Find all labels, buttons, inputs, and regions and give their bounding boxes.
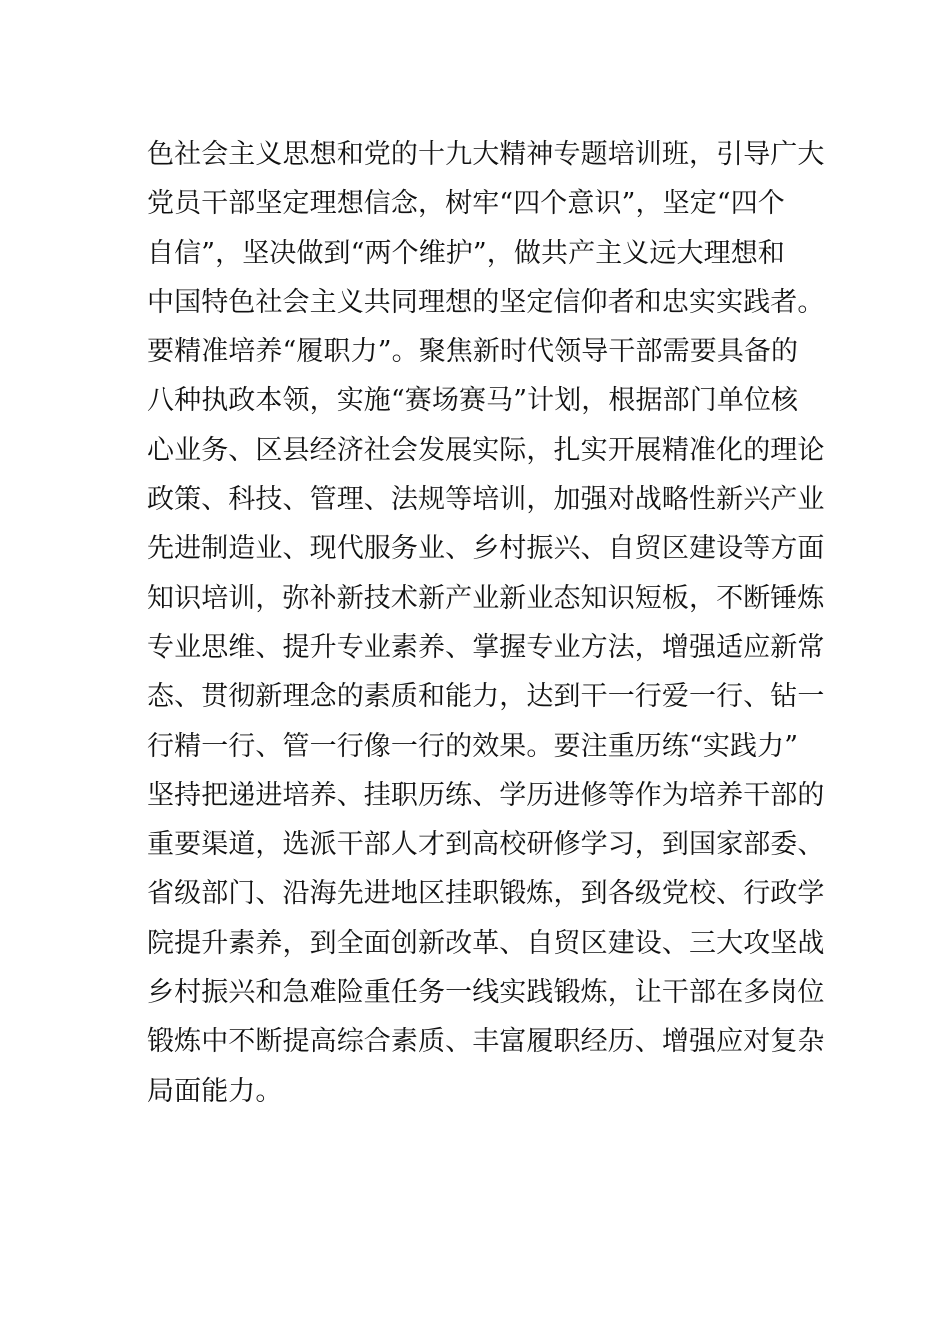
text-line: 八种执政本领，实施“赛场赛马”计划，根据部门单位核 (147, 385, 799, 417)
text-line: 知识培训，弥补新技术新产业新业态知识短板，不断锤炼 (147, 582, 825, 614)
text-line: 局面能力。 (147, 1075, 283, 1107)
text-line: 先进制造业、现代服务业、乡村振兴、自贸区建设等方面 (147, 533, 825, 565)
text-line: 重要渠道，选派干部人才到高校研修学习，到国家部委、 (147, 829, 825, 861)
text-line: 行精一行、管一行像一行的效果。要注重历练“实践力” (147, 730, 799, 762)
text-line: 坚持把递进培养、挂职历练、学历进修等作为培养干部的 (147, 779, 825, 811)
text-line: 中国特色社会主义共同理想的坚定信仰者和忠实实践者。 (147, 286, 825, 318)
text-line: 态、贯彻新理念的素质和能力，达到干一行爱一行、钻一 (147, 681, 825, 713)
text-line: 专业思维、提升专业素养、掌握专业方法，增强适应新常 (147, 631, 825, 663)
text-line: 锻炼中不断提高综合素质、丰富履职经历、增强应对复杂 (147, 1026, 825, 1058)
text-line: 心业务、区县经济社会发展实际，扎实开展精准化的理论 (147, 434, 825, 466)
text-line: 院提升素养，到全面创新改革、自贸区建设、三大攻坚战 (147, 927, 825, 959)
text-line: 党员干部坚定理想信念，树牢“四个意识”，坚定“四个 (147, 188, 785, 220)
text-line: 要精准培养“履职力”。聚焦新时代领导干部需要具备的 (147, 336, 799, 368)
text-line: 色社会主义思想和党的十九大精神专题培训班，引导广大 (147, 139, 825, 170)
text-line: 自信”，坚决做到“两个维护”，做共产主义远大理想和 (147, 237, 785, 269)
text-line: 政策、科技、管理、法规等培训，加强对战略性新兴产业 (147, 484, 825, 516)
text-line: 乡村振兴和急难险重任务一线实践锻炼，让干部在多岗位 (147, 977, 825, 1009)
text-line: 省级部门、沿海先进地区挂职锻炼，到各级党校、行政学 (147, 878, 825, 910)
body-paragraph (147, 130, 827, 1116)
